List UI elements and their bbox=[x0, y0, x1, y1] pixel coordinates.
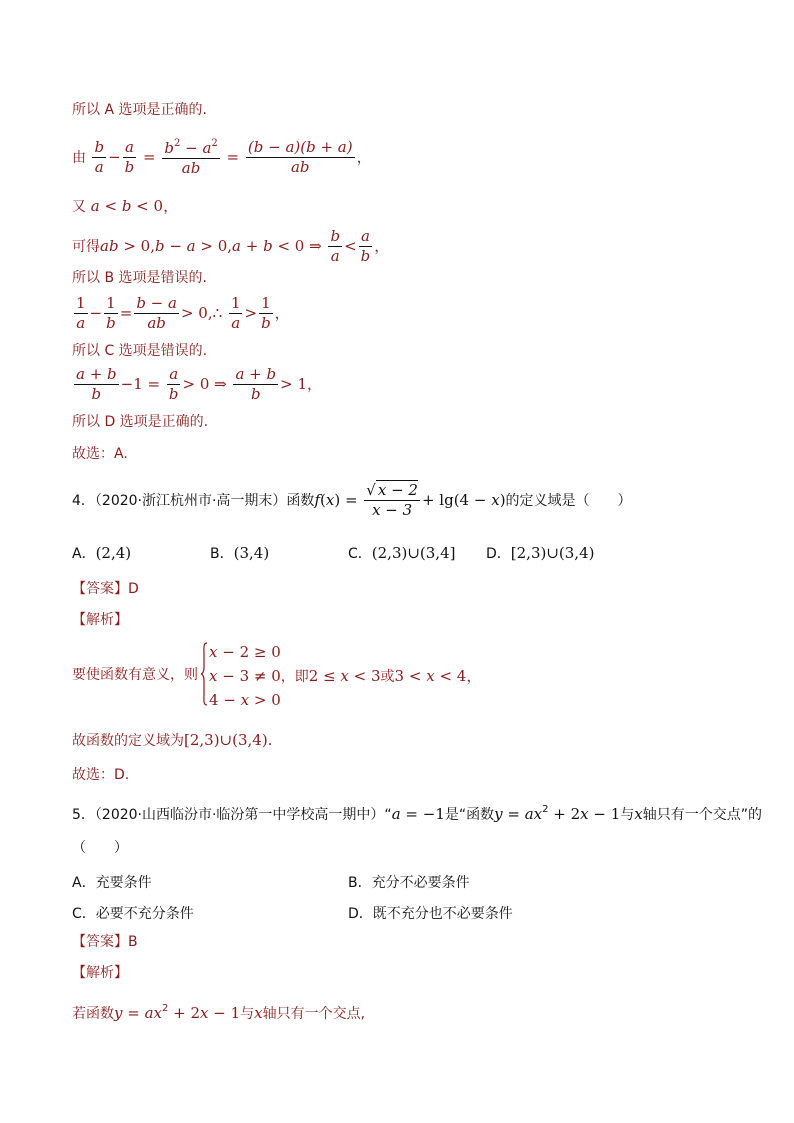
q4-option-b: B．(3,4) bbox=[210, 544, 270, 562]
text-you2: 又 bbox=[72, 199, 86, 215]
q5-sol-suffix: 轴只有一个交点, bbox=[262, 1006, 366, 1022]
q4-ineq-3: 4 − x > 0 bbox=[209, 691, 281, 709]
text-kede: 可得 bbox=[72, 238, 100, 255]
q4-frac-sqrt: $\frac{√ x - 2}{x - 3}$ bbox=[366, 481, 418, 520]
frac-b-a-2: $\frac{b}{a}$ bbox=[330, 227, 341, 266]
q4-ineq-2: x − 3 ≠ 0，即2 ≤ x < 3或3 < x < 4， bbox=[209, 667, 482, 685]
frac-b-over-a: $\frac{b}{a}$ bbox=[94, 138, 105, 177]
q4-solution-prefix: 要使函数有意义，则 bbox=[72, 667, 198, 683]
q5-stem-with: 与 bbox=[620, 807, 635, 823]
line-sum-ratio: $\frac{a + b}{b}$ −1 = $\frac{a}{b}$ > 0 ⇒ $\frac{a + b}{b}$ > 1， bbox=[76, 365, 323, 404]
system-brace-icon bbox=[200, 642, 208, 706]
line-fraction-diff: 由 $\frac{b}{a}$ − $\frac{a}{b}$ = $\frac{b^2 - a^2}{ab}$ = $\frac{(b - a)(b + a)}{ab}$ ， bbox=[72, 138, 372, 178]
frac-a-over-b: $\frac{a}{b}$ bbox=[124, 138, 135, 177]
line-reciprocal: $\frac{1}{a}$ − $\frac{1}{b}$ = $\frac{b - a}{ab}$ > 0,∴ $\frac{1}{a}$ > $\frac{1}{b}$ ， bbox=[76, 294, 290, 333]
q4-stem-suffix: 的定义域是（ ） bbox=[505, 492, 632, 509]
q5-stem-is: 是“函数 bbox=[444, 807, 495, 823]
q4-answer: 【答案】D bbox=[72, 581, 139, 597]
q5-stem-suffix: 轴只有一个交点”的 bbox=[642, 807, 763, 823]
q4-stem: 4．（2020·浙江杭州市·高一期末）函数f(x) = $\frac{√ x - 2}{x - 3}$ + lg(4 − x)的定义域是（ ） bbox=[72, 481, 632, 520]
q4-sol-mid: ，即 bbox=[280, 669, 309, 685]
q5-option-a: A．充要条件 bbox=[72, 875, 152, 891]
line-d-correct: 所以 D 选项是正确的. bbox=[72, 414, 209, 430]
q5-option-d: D．既不充分也不必要条件 bbox=[348, 906, 513, 922]
q4-option-c: C．(2,3)∪(3,4] bbox=[348, 544, 456, 562]
q4-domain: 故函数的定义域为[2,3)∪(3,4). bbox=[72, 731, 273, 749]
frac-1-b-2: $\frac{1}{b}$ bbox=[261, 294, 271, 333]
frac-a-b-2: $\frac{a}{b}$ bbox=[360, 227, 371, 266]
q4-option-d: D．[2,3)∪(3,4) bbox=[486, 544, 595, 562]
line-deduce: 可得ab > 0,b − a > 0,a + b < 0 ⇒ $\frac{b}{a}$ < $\frac{a}{b}$ ， bbox=[72, 227, 390, 266]
frac-1-a: $\frac{1}{a}$ bbox=[76, 294, 86, 333]
text-you: 由 bbox=[72, 149, 86, 166]
line-a-correct: 所以 A 选项是正确的. bbox=[72, 102, 207, 118]
q5-analysis-label: 【解析】 bbox=[72, 965, 128, 981]
frac-a-plus-b: $\frac{a + b}{b}$ bbox=[76, 365, 117, 404]
frac-a-plus-b-2: $\frac{a + b}{b}$ bbox=[235, 365, 277, 404]
q4-ineq-1: x − 2 ≥ 0 bbox=[209, 643, 281, 661]
q5-answer: 【答案】B bbox=[72, 934, 138, 950]
q5-solution: 若函数$y = ax^2 + 2x - 1$与x轴只有一个交点, bbox=[72, 1003, 366, 1022]
line-c-wrong: 所以 C 选项是错误的. bbox=[72, 343, 208, 359]
q4-sol-or: 或 bbox=[380, 669, 395, 685]
frac-squares: $\frac{b^2 - a^2}{ab}$ bbox=[164, 138, 218, 178]
frac-1-b: $\frac{1}{b}$ bbox=[106, 294, 116, 333]
frac-1-a-2: $\frac{1}{a}$ bbox=[230, 294, 241, 333]
q4-analysis-label: 【解析】 bbox=[72, 612, 128, 628]
q5-option-c: C．必要不充分条件 bbox=[72, 906, 194, 922]
q4-opt-a-label: A． bbox=[72, 546, 96, 562]
q5-sol-with: 与 bbox=[240, 1006, 255, 1022]
q4-opt-c-label: C． bbox=[348, 546, 372, 562]
line-b-wrong: 所以 B 选项是错误的. bbox=[72, 270, 207, 286]
line-choose-a: 故选：A. bbox=[72, 446, 128, 462]
q4-option-a: A．(2,4) bbox=[72, 544, 132, 562]
line-condition: 又 a < b < 0， bbox=[72, 197, 179, 215]
q4-opt-d-label: D． bbox=[486, 546, 511, 562]
frac-b-minus-a: $\frac{b - a}{ab}$ bbox=[136, 294, 177, 333]
q5-stem-prefix: 5．（2020·山西临汾市·临汾第一中学校高一期中）“ bbox=[72, 807, 392, 823]
q5-stem: 5．（2020·山西临汾市·临汾第一中学校高一期中）“a = −1是“函数$y = ax^2 + 2x - 1$与x轴只有一个交点”的 bbox=[72, 804, 763, 823]
q5-option-b: B．充分不必要条件 bbox=[348, 875, 470, 891]
frac-a-b-3: $\frac{a}{b}$ bbox=[168, 365, 179, 404]
q5-paren: （ ） bbox=[72, 840, 128, 856]
q4-stem-prefix: 4．（2020·浙江杭州市·高一期末）函数 bbox=[72, 492, 315, 509]
frac-factored: $\frac{(b - a)(b + a)}{ab}$ bbox=[247, 138, 353, 177]
q4-domain-prefix: 故函数的定义域为 bbox=[72, 733, 184, 749]
q4-opt-b-label: B． bbox=[210, 546, 234, 562]
q4-choose: 故选：D. bbox=[72, 767, 130, 783]
q5-sol-prefix: 若函数 bbox=[72, 1006, 114, 1022]
